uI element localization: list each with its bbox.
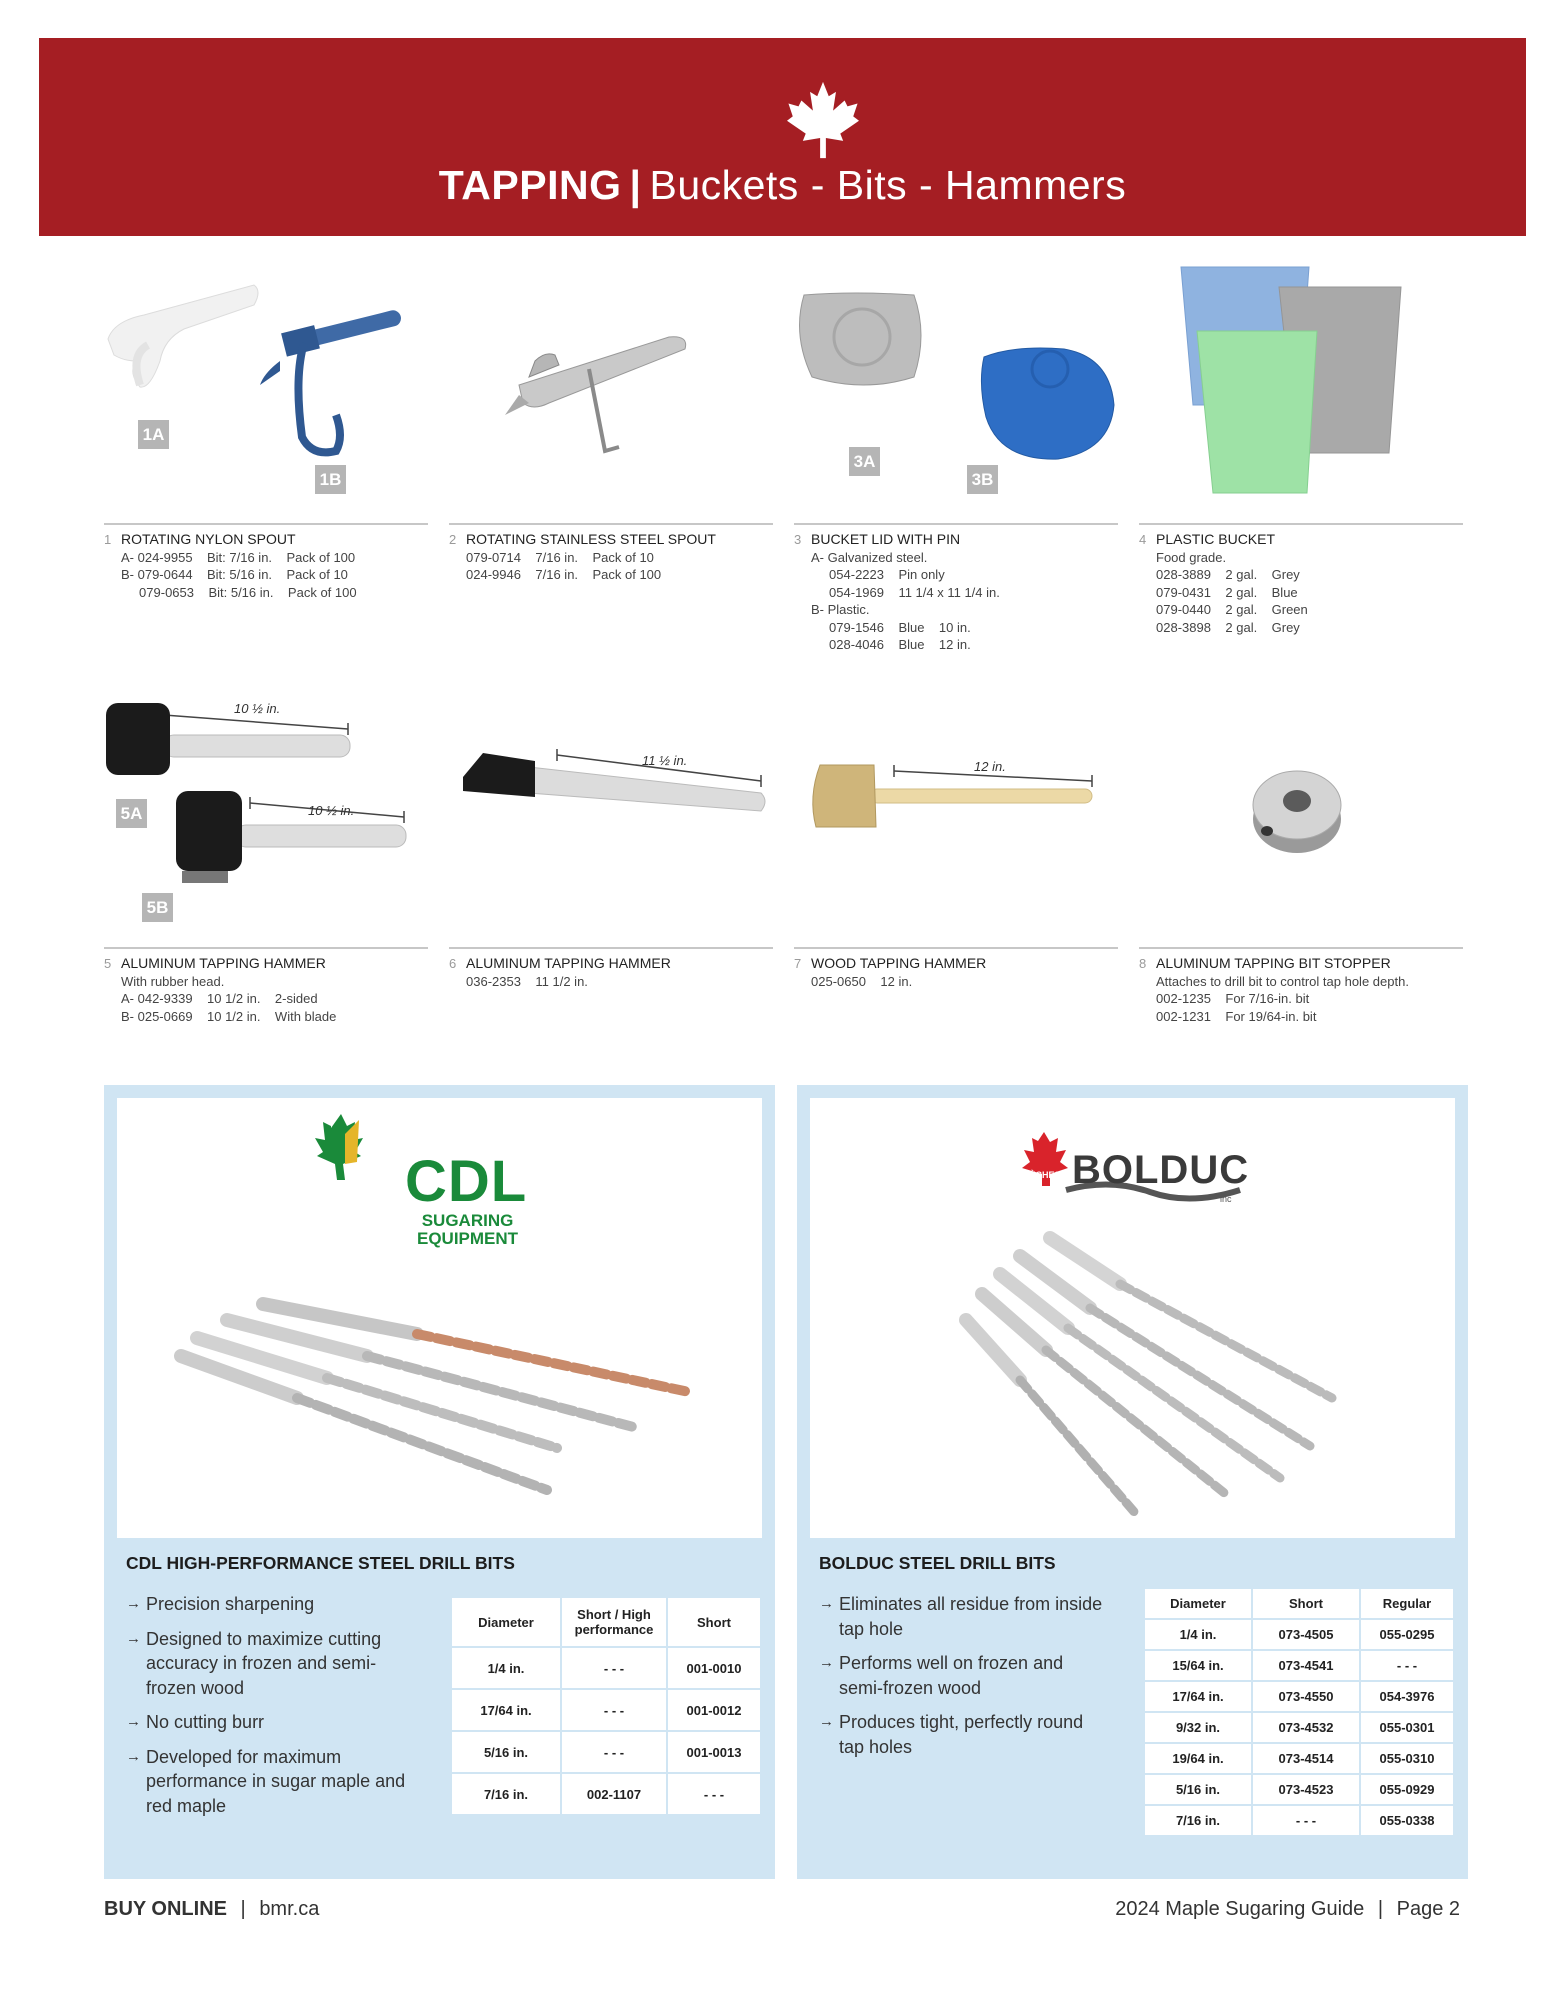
divider [794, 947, 1118, 949]
product-line: Food grade. [1156, 549, 1227, 565]
cdl-logo-sub1: SUGARING [421, 1211, 514, 1230]
bolduc-bullets [819, 1592, 1103, 1769]
product-line: A- 042-9339 10 1/2 in. 2-sided [121, 991, 318, 1006]
bolduc-panel [797, 1085, 1468, 1879]
table-cell: 073-4523 [1252, 1774, 1360, 1805]
product-line: 024-9946 7/16 in. Pack of 100 [466, 567, 662, 582]
table-row [1144, 1650, 1454, 1681]
product-name: BUCKET LID WITH PIN [811, 531, 961, 547]
guide-title: 2024 Maple Sugaring Guide [1115, 1898, 1365, 1920]
product-line: 079-0714 7/16 in. Pack of 10 [466, 549, 654, 565]
table-header: Short [667, 1597, 761, 1647]
badge-1b: 1B [315, 465, 346, 494]
bullet-item: → Produces tight, perfectly round tap holes [819, 1710, 1103, 1759]
table-cell: - - - [1360, 1650, 1454, 1681]
wood-hammer-image [794, 685, 1118, 935]
product-info [1139, 531, 1463, 636]
product-number: 7 [794, 956, 802, 971]
table-row [451, 1731, 761, 1773]
table-header: Diameter [1144, 1588, 1252, 1619]
dimension-label: 12 in. [974, 759, 1006, 774]
product-line: 079-0653 Bit: 5/16 in. Pack of 100 [121, 584, 357, 600]
table-cell: 5/16 in. [1144, 1774, 1252, 1805]
table-cell: 055-0301 [1360, 1712, 1454, 1743]
bullet-item: → No cutting burr [126, 1710, 426, 1735]
rotating-nylon-spout-image [104, 265, 428, 515]
footer-separator: | [1377, 1898, 1384, 1920]
table-cell: - - - [667, 1773, 761, 1815]
table-cell: 073-4550 [1252, 1681, 1360, 1712]
footer-separator: | [240, 1898, 246, 1920]
table-cell: 073-4541 [1252, 1650, 1360, 1681]
product-line: 028-4046 Blue 12 in. [811, 637, 971, 652]
product-number: 2 [449, 532, 457, 547]
table-cell: 002-1107 [561, 1773, 667, 1815]
table-cell: 001-0012 [667, 1689, 761, 1731]
product-number: 4 [1139, 532, 1147, 547]
bullet-item: → Precision sharpening [126, 1592, 426, 1617]
bolduc-logo-text: BOLDUC [1072, 1148, 1250, 1192]
product-line: 054-2223 Pin only [811, 567, 945, 582]
product-name: WOOD TAPPING HAMMER [811, 955, 987, 971]
page-number: Page 2 [1396, 1898, 1460, 1920]
badge-1a: 1A [138, 420, 169, 449]
product-number: 5 [104, 956, 112, 971]
table-row [451, 1689, 761, 1731]
product-info [1139, 955, 1463, 1025]
cdl-logo-text: CDL [405, 1149, 528, 1214]
table-cell: 5/16 in. [451, 1731, 561, 1773]
dimension-label: 10 ½ in. [308, 803, 355, 818]
product-line: 028-3898 2 gal. Grey [1156, 619, 1300, 635]
table-row [451, 1773, 761, 1815]
product-line: 054-1969 11 1/4 x 11 1/4 in. [811, 584, 1000, 600]
product-info [449, 531, 773, 584]
product-name: ROTATING NYLON SPOUT [121, 531, 296, 547]
maple-leaf-icon [787, 80, 859, 160]
divider [1139, 947, 1463, 949]
table-cell: 055-0338 [1360, 1805, 1454, 1836]
table-cell: 073-4505 [1252, 1619, 1360, 1650]
dimension-label: 10 ½ in. [234, 701, 281, 716]
bucket-lid-image [794, 265, 1118, 515]
product-line: 002-1231 For 19/64-in. bit [1156, 1008, 1317, 1024]
product-name: ROTATING STAINLESS STEEL SPOUT [466, 531, 716, 547]
bit-stopper-image [1139, 685, 1463, 935]
buy-online-label: BUY ONLINE [104, 1898, 227, 1920]
table-cell: 054-3976 [1360, 1681, 1454, 1712]
divider [104, 523, 428, 525]
stainless-steel-spout-image [449, 265, 773, 515]
bullet-item: → Performs well on frozen and semi-frozen wood [819, 1651, 1103, 1700]
product-info [794, 531, 1118, 654]
product-number: 3 [794, 532, 802, 547]
divider [794, 523, 1118, 525]
table-cell: 17/64 in. [1144, 1681, 1252, 1712]
plastic-buckets-image [1139, 265, 1463, 515]
product-line: B- Plastic. [811, 602, 870, 617]
cdl-spec-table [450, 1596, 762, 1816]
table-header-row [1144, 1588, 1454, 1619]
table-cell: - - - [1252, 1805, 1360, 1836]
divider [449, 947, 773, 949]
product-line: B- 079-0644 Bit: 5/16 in. Pack of 10 [121, 567, 348, 582]
title-separator: | [629, 162, 642, 208]
product-line: Attaches to drill bit to control tap hole depth. [1156, 973, 1409, 989]
table-header: Regular [1360, 1588, 1454, 1619]
table-cell: 001-0010 [667, 1647, 761, 1689]
table-row [1144, 1681, 1454, 1712]
divider [104, 947, 428, 949]
bolduc-title: BOLDUC STEEL DRILL BITS [819, 1553, 1056, 1573]
bolduc-logo-small: inc [1220, 1194, 1232, 1204]
product-info [794, 955, 1118, 990]
table-row [1144, 1619, 1454, 1650]
table-row [1144, 1712, 1454, 1743]
site-link[interactable]: bmr.ca [259, 1898, 320, 1920]
product-number: 1 [104, 532, 112, 547]
badge-5b: 5B [142, 893, 173, 922]
product-number: 8 [1139, 956, 1147, 971]
product-info [104, 955, 428, 1025]
product-number: 6 [449, 956, 457, 971]
table-cell: - - - [561, 1689, 667, 1731]
table-cell: 9/32 in. [1144, 1712, 1252, 1743]
table-cell: - - - [561, 1647, 667, 1689]
footer-left [104, 1898, 319, 1921]
divider [1139, 523, 1463, 525]
cdl-logo-subtitle [417, 1212, 518, 1248]
header-banner [39, 38, 1526, 236]
aluminum-hammer-image [449, 685, 773, 935]
product-line: 079-0440 2 gal. Green [1156, 602, 1308, 617]
table-header: Short / High performance [561, 1597, 667, 1647]
table-header-row [451, 1597, 761, 1647]
table-row [1144, 1743, 1454, 1774]
footer-right [1115, 1898, 1460, 1921]
dimension-label: 11 ½ in. [642, 753, 688, 768]
product-line: A- 024-9955 Bit: 7/16 in. Pack of 100 [121, 549, 356, 565]
product-name: ALUMINUM TAPPING BIT STOPPER [1156, 955, 1391, 971]
table-cell: - - - [561, 1731, 667, 1773]
table-row [1144, 1805, 1454, 1836]
product-line: 025-0650 12 in. [811, 973, 913, 989]
bolduc-photo [810, 1098, 1455, 1538]
product-line: A- Galvanized steel. [811, 549, 928, 565]
product-name: ALUMINUM TAPPING HAMMER [121, 955, 326, 971]
product-line: B- 025-0669 10 1/2 in. With blade [121, 1008, 337, 1024]
product-info [449, 955, 773, 990]
product-line: 079-0431 2 gal. Blue [1156, 584, 1298, 600]
product-line: 036-2353 11 1/2 in. [466, 973, 588, 989]
product-name: PLASTIC BUCKET [1156, 531, 1276, 547]
table-cell: 055-0310 [1360, 1743, 1454, 1774]
bullet-item: → Designed to maximize cutting accuracy in frozen and semi-frozen wood [126, 1627, 426, 1701]
product-line: 028-3889 2 gal. Grey [1156, 567, 1300, 582]
table-cell: 1/4 in. [451, 1647, 561, 1689]
badge-5a: 5A [116, 799, 147, 828]
table-row [451, 1647, 761, 1689]
table-cell: 001-0013 [667, 1731, 761, 1773]
bullet-item: → Eliminates all residue from inside tap hole [819, 1592, 1103, 1641]
bullet-item: → Developed for maximum performance in sugar maple and red maple [126, 1745, 426, 1819]
table-cell: 7/16 in. [451, 1773, 561, 1815]
table-cell: 17/64 in. [451, 1689, 561, 1731]
product-line: With rubber head. [121, 973, 225, 989]
cdl-panel [104, 1085, 775, 1879]
cdl-logo-sub2: EQUIPMENT [417, 1229, 519, 1248]
cdl-title: CDL HIGH-PERFORMANCE STEEL DRILL BITS [126, 1553, 515, 1573]
bolduc-spec-table [1143, 1587, 1455, 1837]
title-rest: Buckets - Bits - Hammers [649, 162, 1127, 208]
table-cell: 055-0929 [1360, 1774, 1454, 1805]
cdl-photo [117, 1098, 762, 1538]
table-cell: 15/64 in. [1144, 1650, 1252, 1681]
table-cell: 19/64 in. [1144, 1743, 1252, 1774]
cdl-bullets [126, 1592, 426, 1828]
divider [449, 523, 773, 525]
bolduc-logo-badge: MÈCHES [1022, 1170, 1061, 1180]
product-info [104, 531, 428, 601]
table-cell: 055-0295 [1360, 1619, 1454, 1650]
table-header: Short [1252, 1588, 1360, 1619]
product-line: 002-1235 For 7/16-in. bit [1156, 991, 1310, 1006]
badge-3a: 3A [849, 447, 880, 476]
table-cell: 1/4 in. [1144, 1619, 1252, 1650]
product-name: ALUMINUM TAPPING HAMMER [466, 955, 671, 971]
table-cell: 073-4514 [1252, 1743, 1360, 1774]
table-header: Diameter [451, 1597, 561, 1647]
table-row [1144, 1774, 1454, 1805]
page-title [39, 162, 1526, 209]
product-line: 079-1546 Blue 10 in. [811, 619, 971, 635]
title-bold: TAPPING [438, 162, 622, 208]
table-cell: 7/16 in. [1144, 1805, 1252, 1836]
badge-3b: 3B [967, 465, 998, 494]
table-cell: 073-4532 [1252, 1712, 1360, 1743]
